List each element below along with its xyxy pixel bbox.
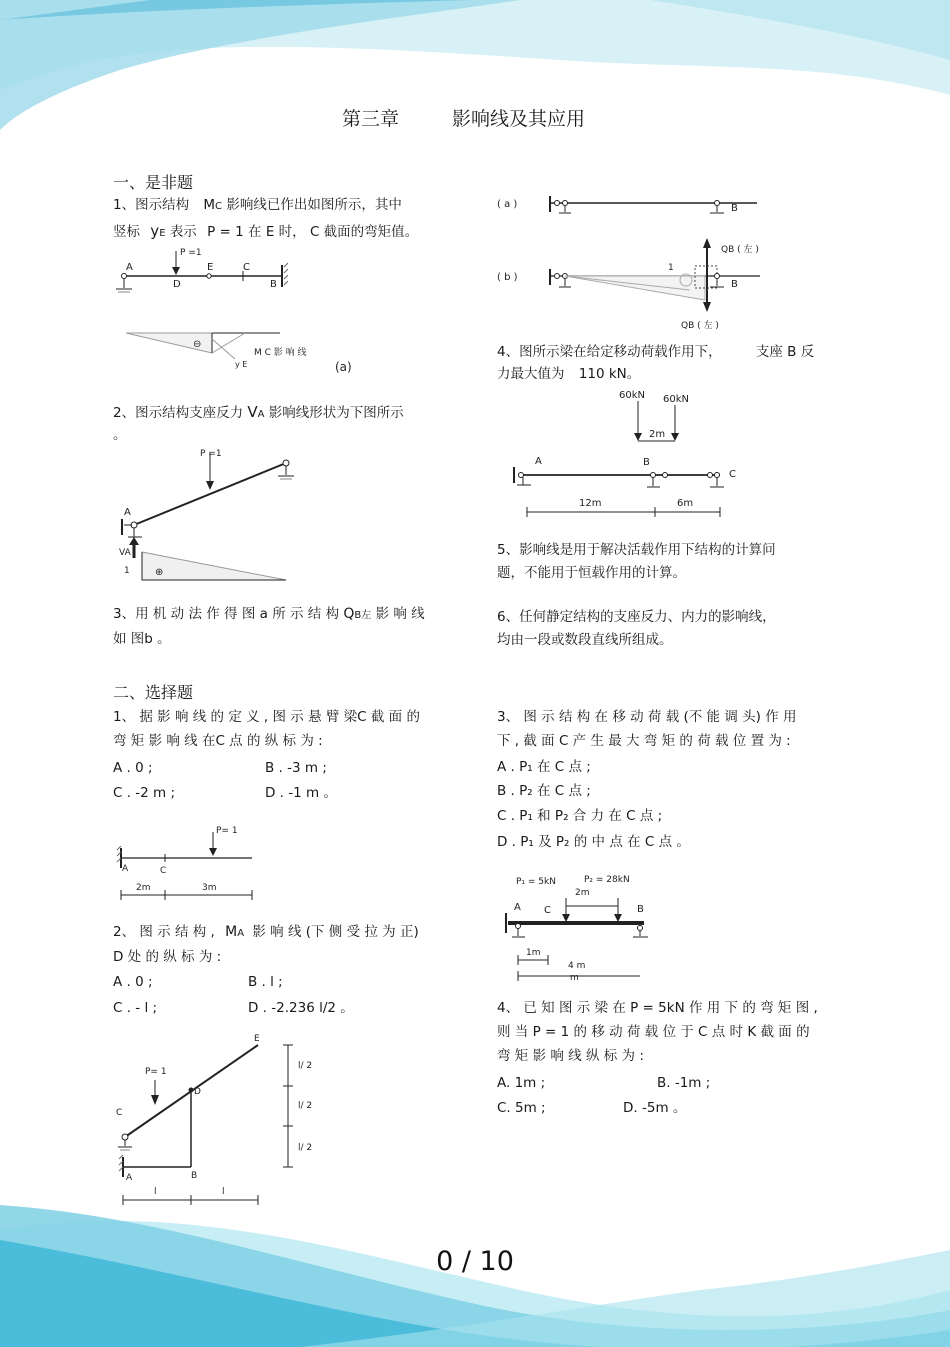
f6-h3: l/ 2 (298, 1143, 313, 1153)
s1-q2-text-d: 影响线形状为下图所示 (268, 405, 404, 421)
f4-p1: 60kN (619, 390, 645, 401)
s2-q2-text-b: M (225, 924, 238, 940)
f3-qb2: QB ( 左 ) (681, 321, 719, 331)
f5-l2: 3m (202, 883, 217, 893)
f4-c: C (729, 469, 736, 480)
f7-d: 2m (575, 888, 590, 898)
f1-minus: ⊖ (193, 339, 202, 350)
f4-d: 2m (649, 429, 666, 440)
f1-b: B (270, 279, 277, 290)
f4-b: B (643, 457, 650, 468)
s2-q1-line1: 1、 据 影 响 线 的 定 义 , 图 示 悬 臂 梁C 截 面 的 (113, 709, 420, 725)
f6-w1: l (154, 1187, 157, 1197)
figure-two-load-beam (500, 868, 670, 983)
s1-q2-line2 (113, 425, 127, 445)
s1-q2-text-c: A (257, 409, 265, 420)
s2-q4-option-d: D. -5m 。 (623, 1100, 687, 1116)
s2-q4-option-c: C. 5m ; (497, 1100, 546, 1116)
s1-q1-line1 (113, 195, 402, 217)
f2-one: 1 (124, 566, 130, 576)
f6-p: P= 1 (145, 1067, 167, 1077)
s1-q1-text-e: 竖标 (113, 224, 140, 240)
f5-a: A (122, 864, 129, 874)
s1-q3-line1 (113, 604, 425, 626)
s2-q4-line1: 4、 已 知 图 示 梁 在 P = 5kN 作 用 下 的 弯 矩 图 , (497, 1000, 818, 1016)
s2-q2-text-a: 2、 图 示 结 构 , (113, 924, 215, 940)
f7-b: B (637, 904, 644, 915)
s1-q4-line1 (497, 342, 814, 362)
s2-q3-option-d: D . P₁ 及 P₂ 的 中 点 在 C 点 。 (497, 834, 690, 850)
s1-q2-text-a: 2、图示结构支座反力 (113, 405, 244, 421)
s2-q1-option-d: D . -1 m 。 (265, 785, 337, 801)
s1-q4-line2 (497, 364, 640, 384)
page-number: 0 / 10 (436, 1246, 514, 1277)
section-1-heading: 一、是非题 (113, 173, 194, 192)
s1-q1-text-d: 影响线已作出如图所示，其中 (226, 197, 402, 213)
f6-c: C (116, 1108, 123, 1118)
f7-p2: P₂ = 28kN (584, 875, 630, 885)
s1-q4-text-a: 4、图所示梁在给定移动荷载作用下， (497, 344, 722, 360)
s2-q3-line2: 下 , 截 面 C 产 生 最 大 弯 矩 的 荷 载 位 置 为 : (497, 733, 791, 749)
s2-q1-option-a: A . 0 ; (113, 760, 153, 776)
s2-q1-option-c: C . -2 m ; (113, 785, 176, 801)
s2-q2-text-c: A (237, 928, 245, 939)
f3-b2: B (731, 279, 738, 290)
s2-q4-option-b: B. -1m ; (657, 1075, 711, 1091)
f7-l1: 1m (526, 948, 541, 958)
f4-p2: 60kN (663, 394, 689, 405)
f6-e: E (254, 1034, 260, 1044)
s2-q2-option-a: A . 0 ; (113, 974, 153, 990)
s2-q4-option-a: A. 1m ; (497, 1075, 546, 1091)
s1-q6-line2: 均由一段或数段直线所组成。 (497, 632, 673, 648)
f7-a: A (514, 902, 521, 913)
f7-p1: P₁ = 5kN (516, 877, 556, 887)
f6-w2: l (222, 1187, 225, 1197)
f3-qb1: QB ( 左 ) (721, 245, 759, 255)
s1-q2-text-e: 。 (113, 427, 127, 443)
f2-plus: ⊕ (155, 567, 164, 578)
f1-e: E (207, 262, 214, 273)
f3-b1: B (731, 203, 738, 214)
s1-q1-text-j: C 截面的弯矩值。 (309, 224, 419, 240)
f7-l2b: m (570, 973, 579, 983)
s1-q4-text-b: 支座 B 反 (755, 344, 815, 360)
s2-q3-option-b: B . P₂ 在 C 点 ; (497, 783, 591, 799)
f6-a: A (126, 1173, 133, 1183)
s2-q2-option-b: B . l ; (248, 974, 283, 990)
s1-q3-text-d: 影 响 线 (375, 606, 425, 622)
section-2-heading: 二、选择题 (113, 683, 194, 702)
f6-h2: l/ 2 (298, 1101, 313, 1111)
f1-a-tag: (a) (335, 360, 352, 374)
s2-q3-option-a: A . P₁ 在 C 点 ; (497, 759, 591, 775)
s2-q3-option-c: C . P₁ 和 P₂ 合 力 在 C 点 ; (497, 808, 663, 824)
s1-q4-text-c: 力最大值为 (497, 366, 565, 382)
f1-a: A (126, 262, 133, 273)
f5-c: C (160, 866, 167, 876)
s2-q2-line1 (113, 922, 419, 944)
f7-c: C (544, 905, 551, 916)
f3-b: ( b ) (497, 272, 518, 283)
s1-q5-line2: 题，不能用于恒载作用的计算。 (497, 565, 686, 581)
f5-l1: 2m (136, 883, 151, 893)
s1-q2-text-b: V (247, 403, 258, 421)
figure-moving-load-beam (505, 385, 755, 525)
f1-ye: y E (235, 360, 248, 369)
s1-q1-text-c: C (215, 201, 223, 212)
f4-l2: 6m (677, 498, 694, 509)
f5-p: P= 1 (216, 826, 238, 836)
s1-q1-text-b: M (203, 197, 216, 213)
s1-q1-text-i: P = 1 在 E 时， (207, 224, 306, 240)
chapter-number: 第三章 (342, 108, 400, 130)
f3-one: 1 (668, 263, 674, 273)
f2-p: P =1 (200, 449, 222, 459)
f7-l2: 4 m (568, 961, 586, 971)
s1-q5-line1: 5、影响线是用于解决活载作用下结构的计算问 (497, 542, 776, 558)
s1-q3-line2: 如 图b 。 (113, 631, 171, 647)
s1-q2-line1 (113, 402, 404, 425)
figure-qb-influence (495, 190, 795, 340)
s1-q1-text-a: 1、图示结构 (113, 197, 190, 213)
f6-b: B (191, 1171, 198, 1181)
f1-c: C (243, 262, 250, 273)
figure-va-influence (110, 445, 310, 585)
s2-q4-line3: 弯 矩 影 响 线 纵 标 为 : (497, 1048, 644, 1064)
f6-h1: l/ 2 (298, 1061, 313, 1071)
s2-q2-option-c: C . - l ; (113, 1000, 158, 1016)
s1-q1-text-f: y (150, 222, 160, 240)
s2-q1-line2: 弯 矩 影 响 线 在C 点 的 纵 标 为 : (113, 733, 323, 749)
s1-q6-line1: 6、任何静定结构的支座反力、内力的影响线， (497, 609, 776, 625)
f2-a: A (124, 507, 131, 518)
s2-q4-line2: 则 当 P = 1 的 移 动 荷 载 位 于 C 点 时 K 截 面 的 (497, 1024, 810, 1040)
f2-va: VA (119, 548, 131, 558)
page-title: 影响线及其应用 (452, 108, 586, 130)
figure-cantilever (112, 818, 272, 903)
s1-q1-text-h: 表示 (169, 224, 197, 240)
s1-q4-text-d: 110 kN。 (578, 366, 641, 382)
s1-q1-text-g: E (159, 228, 166, 239)
s1-q3-text-a: 3、用 机 动 法 作 得 图 a 所 示 结 构 (113, 606, 340, 622)
s1-q3-text-b: Q (343, 606, 355, 622)
s2-q2-option-d: D . -2.236 l/2 。 (248, 1000, 354, 1016)
s2-q3-line1: 3、 图 示 结 构 在 移 动 荷 载 (不 能 调 头) 作 用 (497, 709, 797, 725)
f4-l1: 12m (579, 498, 602, 509)
s2-q1-option-b: B . -3 m ; (265, 760, 327, 776)
s2-q2-text-d: 影 响 线 (下 侧 受 拉 为 正) (252, 924, 419, 940)
s2-q2-line2: D 处 的 纵 标 为 : (113, 949, 222, 965)
f4-a: A (535, 456, 542, 467)
s1-q3-text-c: B左 (354, 610, 372, 621)
f1-p: P =1 (180, 248, 202, 258)
figure-mc-influence (110, 243, 350, 378)
f6-d: D (194, 1087, 201, 1097)
f1-d: D (173, 279, 181, 290)
f1-mc-label: M C 影 响 线 (254, 348, 307, 358)
figure-inclined-frame (112, 1030, 322, 1210)
f3-a: ( a ) (497, 199, 518, 210)
s1-q1-line2 (113, 221, 418, 244)
